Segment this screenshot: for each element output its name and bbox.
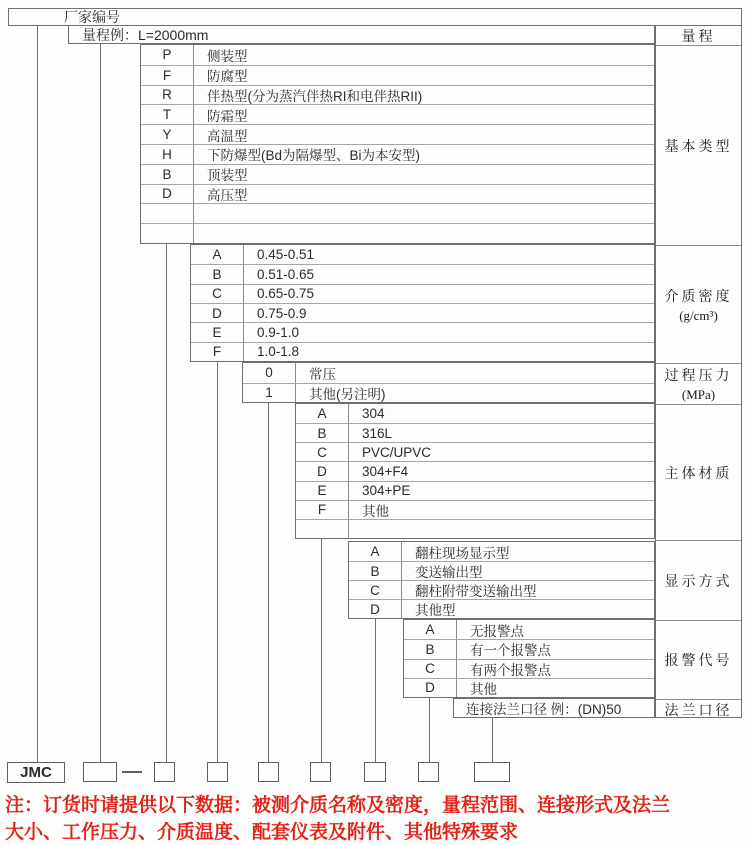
desc-cell: 有一个报警点 [470, 643, 551, 659]
desc-cell: 下防爆型(Bd为隔爆型、Bi为本安型) [207, 148, 421, 164]
code-cell: D [296, 462, 349, 480]
code-cell: B [404, 640, 457, 658]
manufacturer-code-label: 厂家编号 [64, 9, 120, 25]
desc-cell: 其他型 [415, 603, 456, 618]
code-box-density [207, 762, 228, 782]
side-label-display: 显示方式 [656, 540, 741, 620]
connector-line-pressure [268, 403, 269, 762]
side-label-basic-type: 基本类型 [656, 45, 741, 245]
connector-line-display [375, 619, 376, 762]
code-cell: A [349, 542, 402, 561]
code-cell: B [141, 165, 194, 184]
desc-cell: 变送输出型 [415, 565, 483, 580]
table-row [349, 561, 654, 580]
code-cell: B [349, 562, 402, 580]
code-cell: D [404, 679, 457, 697]
code-cell: H [141, 145, 194, 164]
table-row [191, 342, 654, 361]
side-label-column [655, 25, 742, 718]
code-cell: B [296, 424, 349, 442]
code-cell: E [191, 323, 244, 341]
code-box-flange [474, 762, 510, 782]
code-cell: D [191, 304, 244, 322]
table-row [404, 620, 654, 639]
desc-cell: PVC/UPVC [362, 444, 432, 460]
side-label-flange: 法兰口径 [656, 699, 741, 720]
desc-cell: 304+F4 [362, 463, 409, 479]
desc-cell [349, 520, 654, 538]
code-cell: F [191, 343, 244, 361]
table-row [141, 124, 654, 144]
order-note [5, 792, 747, 845]
desc-cell: 防霜型 [207, 108, 248, 124]
connector-line-range [100, 44, 101, 762]
flange-desc-cell: 连接法兰口径 例：(DN)50 [466, 702, 622, 717]
code-box-material [310, 762, 331, 782]
code-cell: A [191, 245, 244, 264]
desc-cell: 常压 [309, 366, 336, 382]
code-cell: P [141, 45, 194, 65]
table-row [191, 284, 654, 303]
manufacturer-code-box [8, 8, 742, 26]
desc-cell: 0.45-0.51 [257, 247, 315, 263]
table-row [404, 678, 654, 697]
code-cell: F [296, 501, 349, 519]
desc-cell: 0.65-0.75 [257, 286, 315, 302]
desc-cell: 防腐型 [207, 69, 248, 85]
code-box-range [83, 762, 117, 782]
code-cell: D [141, 185, 194, 204]
desc-cell: 1.0-1.8 [257, 344, 300, 360]
table-row [243, 363, 654, 383]
table-row [141, 65, 654, 85]
desc-cell: 304+PE [362, 483, 411, 499]
table-row [296, 423, 654, 442]
side-label-pressure: 过程压力 (MPa) [656, 363, 741, 404]
code-cell [141, 204, 194, 223]
desc-cell: 其他 [470, 681, 497, 697]
material-table [295, 403, 655, 539]
display-mode-table [348, 541, 655, 619]
table-row [191, 245, 654, 264]
pressure-table [242, 362, 655, 403]
desc-cell: 316L [362, 425, 393, 441]
table-row [349, 599, 654, 618]
dash-separator [122, 771, 142, 773]
table-row [243, 383, 654, 403]
desc-cell: 翻柱现场显示型 [415, 545, 510, 561]
desc-cell: 其他(另注明) [309, 386, 386, 402]
desc-cell: 0.9-1.0 [257, 324, 300, 340]
code-cell: Y [141, 125, 194, 144]
table-row [141, 144, 654, 164]
basic-type-table [140, 44, 655, 244]
table-row [349, 580, 654, 599]
table-row [141, 164, 654, 184]
desc-cell: 0.75-0.9 [257, 305, 307, 321]
code-cell: C [296, 443, 349, 461]
desc-cell: 0.51-0.65 [257, 266, 315, 282]
table-row [296, 404, 654, 423]
desc-cell [194, 204, 654, 223]
table-row [191, 264, 654, 283]
code-cell: F [141, 66, 194, 85]
code-cell: 1 [243, 384, 296, 403]
code-cell: B [191, 265, 244, 283]
side-label-pressure-unit: (MPa) [681, 387, 716, 402]
alarm-table [403, 619, 655, 698]
code-cell [141, 224, 194, 243]
table-row [404, 659, 654, 678]
table-row [296, 461, 654, 480]
desc-cell: 顶装型 [207, 168, 248, 184]
table-row [296, 442, 654, 461]
model-prefix-label: JMC [20, 764, 52, 781]
connector-line-basic-type [166, 244, 167, 762]
desc-cell: 高温型 [207, 128, 248, 144]
desc-cell: 伴热型(分为蒸汽伴热RI和电伴热RII) [207, 89, 423, 104]
table-row-empty [141, 223, 654, 243]
code-cell: C [349, 581, 402, 599]
table-row [191, 303, 654, 322]
connector-line-material [321, 539, 322, 762]
connector-line-flange [492, 718, 493, 762]
table-row [349, 542, 654, 561]
table-row-empty [296, 519, 654, 538]
order-note-line1: 注：订货时请提供以下数据：被测介质名称及密度，量程范围、连接形式及法兰 [5, 795, 671, 816]
side-label-material: 主体材质 [656, 404, 741, 540]
table-row [141, 45, 654, 65]
connector-line-alarm [429, 698, 430, 762]
desc-cell: 高压型 [207, 188, 248, 203]
code-cell: C [404, 660, 457, 678]
table-row [404, 639, 654, 658]
code-cell: A [404, 620, 457, 639]
table-row-empty [141, 203, 654, 223]
table-row [454, 699, 654, 717]
code-cell: D [349, 600, 402, 618]
model-prefix-box [7, 762, 65, 783]
code-box-display [364, 762, 386, 782]
side-label-density-unit: (g/cm³) [679, 307, 718, 323]
density-table [190, 244, 655, 362]
code-cell: E [296, 482, 349, 500]
table-row [296, 500, 654, 519]
table-row [191, 322, 654, 341]
table-row [141, 184, 654, 204]
desc-cell: 无报警点 [470, 623, 524, 639]
code-cell: C [191, 285, 244, 303]
code-cell [296, 520, 349, 538]
connector-line-density [217, 362, 218, 762]
range-example-label: 量程例：L=2000mm [82, 26, 209, 43]
desc-cell: 侧装型 [207, 48, 248, 64]
range-example-box [68, 25, 655, 44]
desc-cell: 翻柱附带变送输出型 [415, 584, 537, 599]
table-row [141, 85, 654, 105]
code-box-alarm [418, 762, 439, 782]
side-label-range: 量程 [681, 29, 716, 45]
code-cell: 0 [243, 363, 296, 383]
desc-cell: 有两个报警点 [470, 662, 551, 678]
side-label-alarm: 报警代号 [656, 620, 741, 699]
side-label-density: 介质密度 (g/cm³) [656, 245, 741, 363]
code-box-pressure [258, 762, 279, 782]
table-row [296, 481, 654, 500]
code-cell: A [296, 404, 349, 423]
desc-cell: 其他 [362, 503, 389, 519]
order-note-line2: 大小、工作压力、介质温度、配套仪表及附件、其他特殊要求 [5, 822, 519, 843]
connector-line-manufacturer [37, 25, 38, 762]
code-box-basic-type [154, 762, 175, 782]
desc-cell [194, 224, 654, 243]
table-row [141, 104, 654, 124]
flange-row [453, 698, 655, 718]
code-cell: R [141, 86, 194, 105]
desc-cell: 304 [362, 406, 385, 422]
code-cell: T [141, 105, 194, 124]
